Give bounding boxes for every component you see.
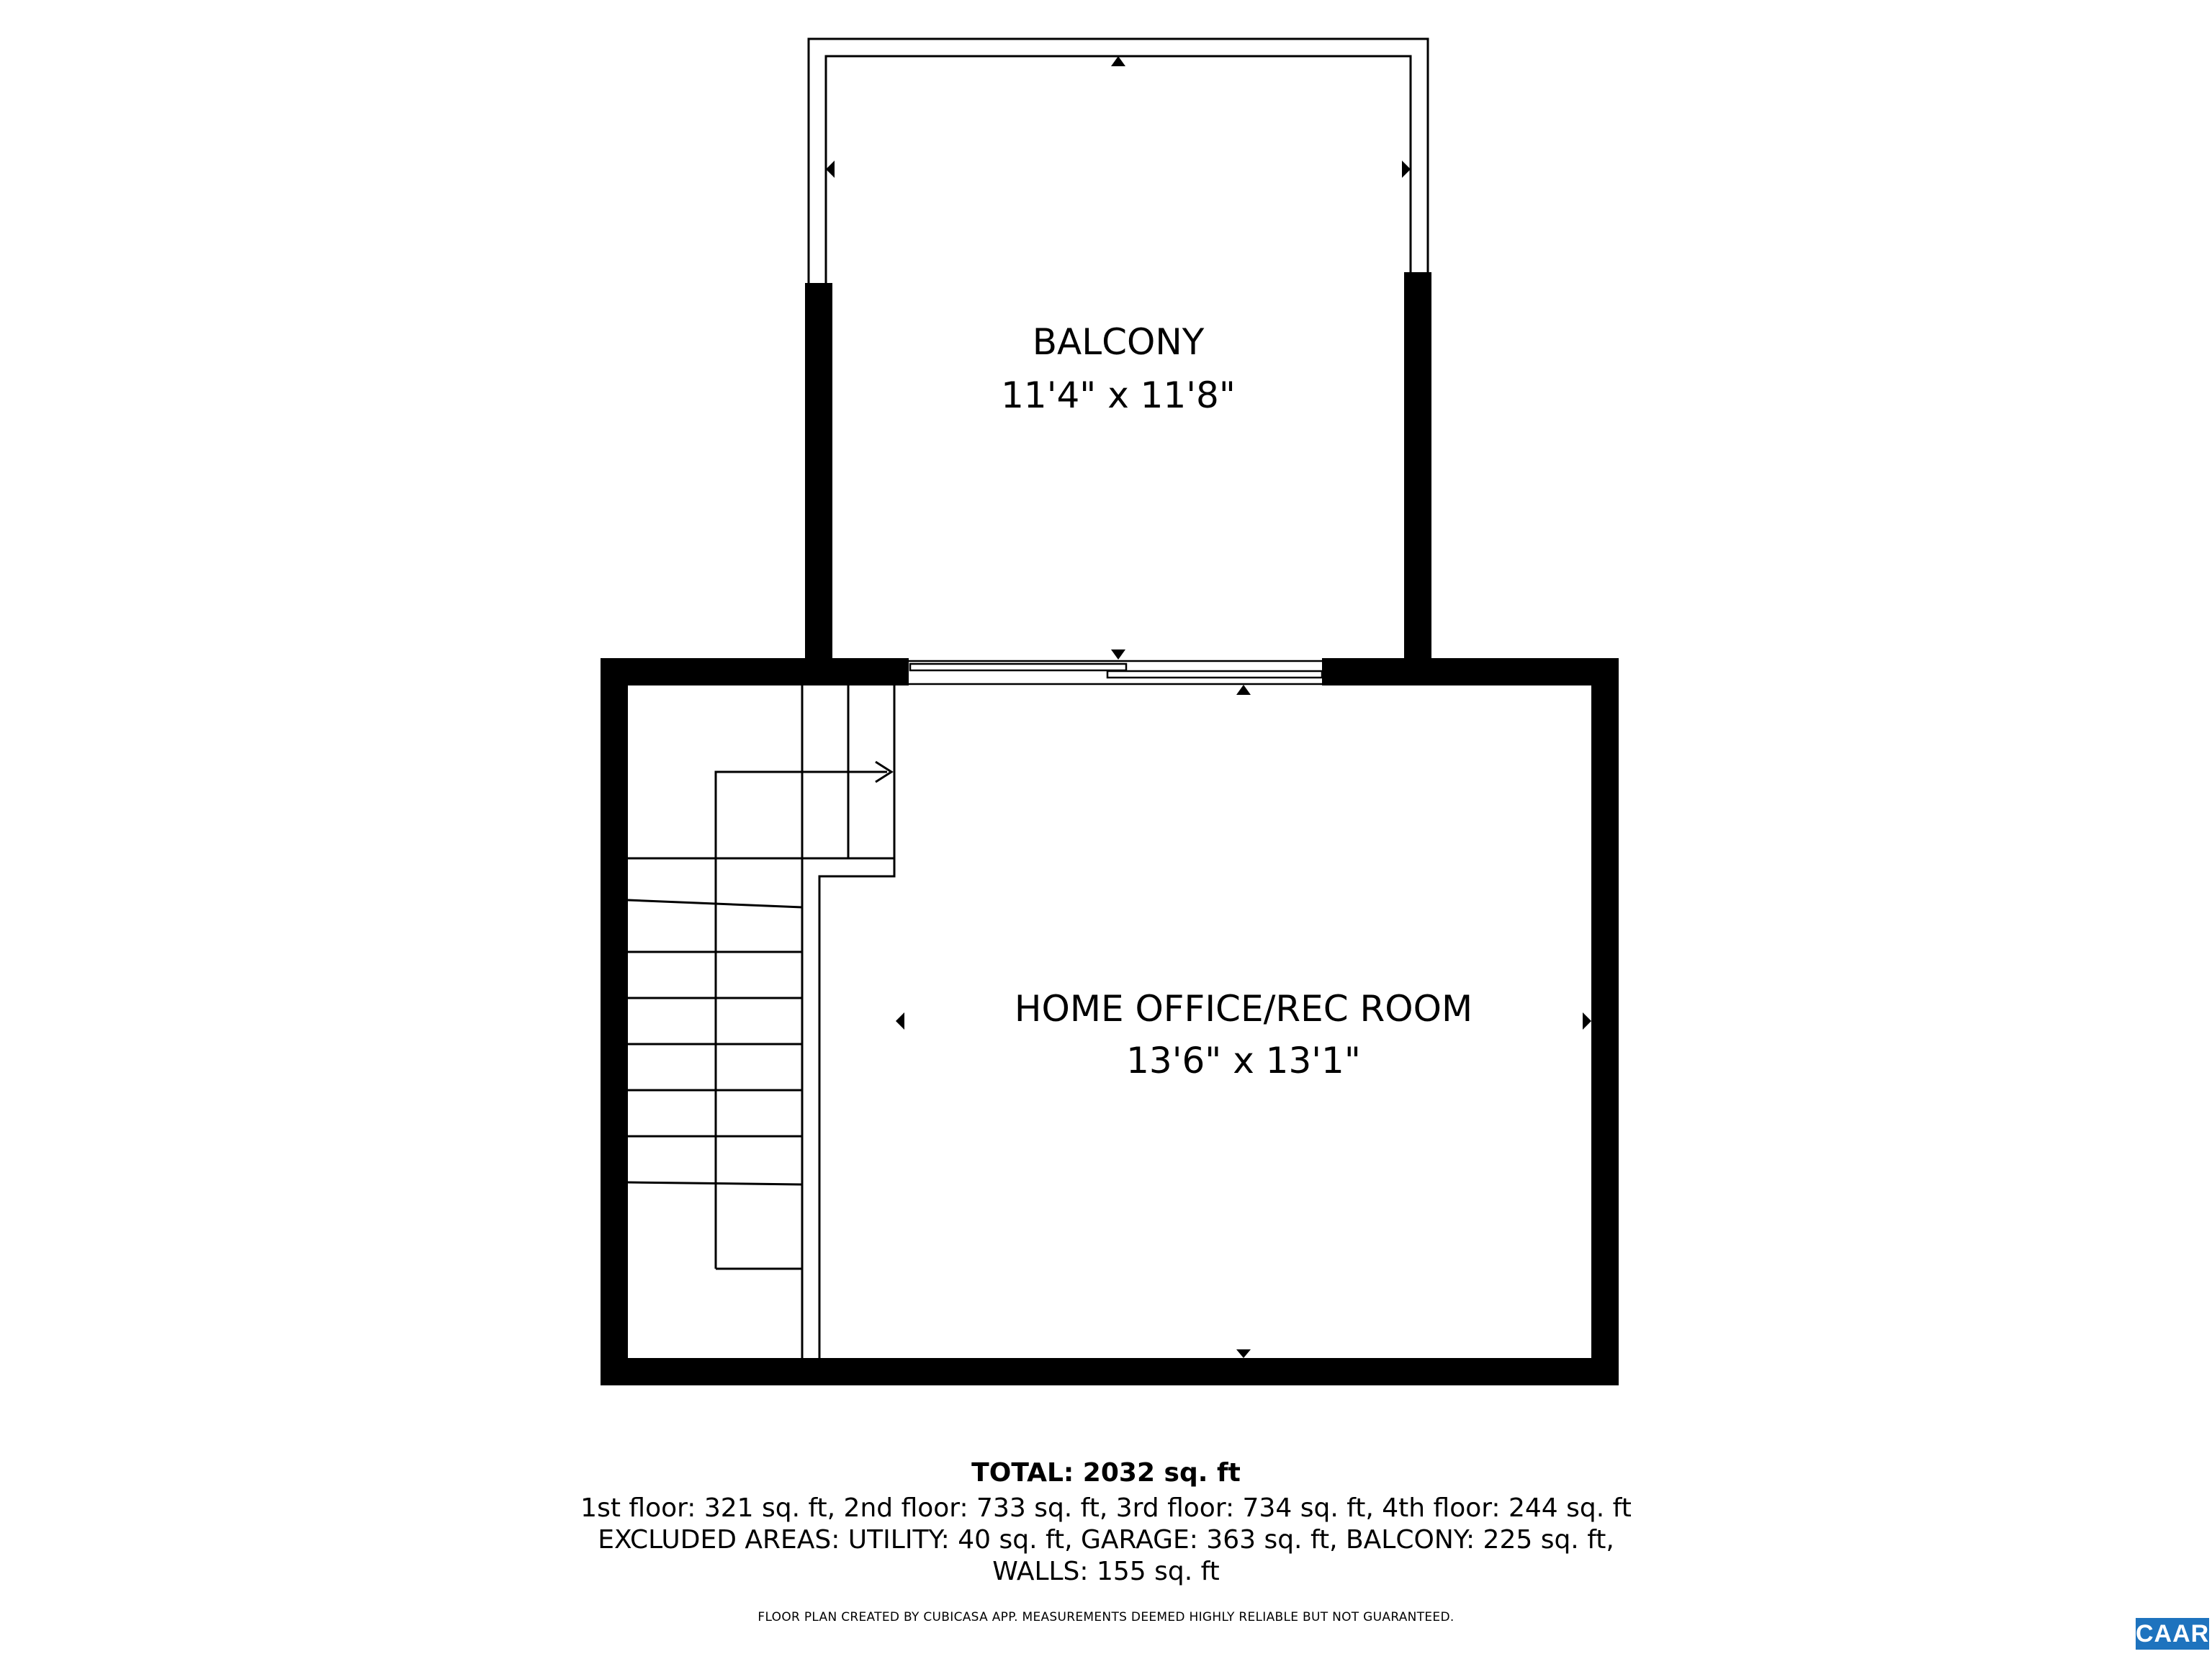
office-name: HOME OFFICE/REC ROOM	[1014, 988, 1473, 1030]
caar-logo: CAAR	[2136, 1618, 2209, 1650]
disclaimer: FLOOR PLAN CREATED BY CUBICASA APP. MEASUREMENTS DEEMED HIGHLY RELIABLE BUT NOT GUARANTEED.	[757, 1610, 1455, 1624]
walls-area: WALLS: 155 sq. ft	[992, 1557, 1220, 1586]
balcony-railing	[809, 39, 1428, 284]
balcony-left-wall	[805, 283, 832, 672]
balcony-name: BALCONY	[1032, 321, 1205, 363]
office-dimensions: 13'6" x 13'1"	[1126, 1040, 1361, 1082]
balcony-dimensions: 11'4" x 11'8"	[1001, 374, 1236, 416]
sliding-door	[909, 661, 1322, 684]
dimension-markers	[826, 56, 1591, 1358]
staircase	[628, 685, 894, 1358]
excluded-areas: EXCLUDED AREAS: UTILITY: 40 sq. ft, GARAGE: 363 sq. ft, BALCONY: 225 sq. ft,	[598, 1525, 1614, 1555]
balcony-right-wall	[1404, 272, 1431, 672]
total-area: TOTAL: 2032 sq. ft	[971, 1458, 1241, 1488]
floor-areas: 1st floor: 321 sq. ft, 2nd floor: 733 sq. ft, 3rd floor: 734 sq. ft, 4th floor: 244 sq. ft	[580, 1493, 1632, 1523]
